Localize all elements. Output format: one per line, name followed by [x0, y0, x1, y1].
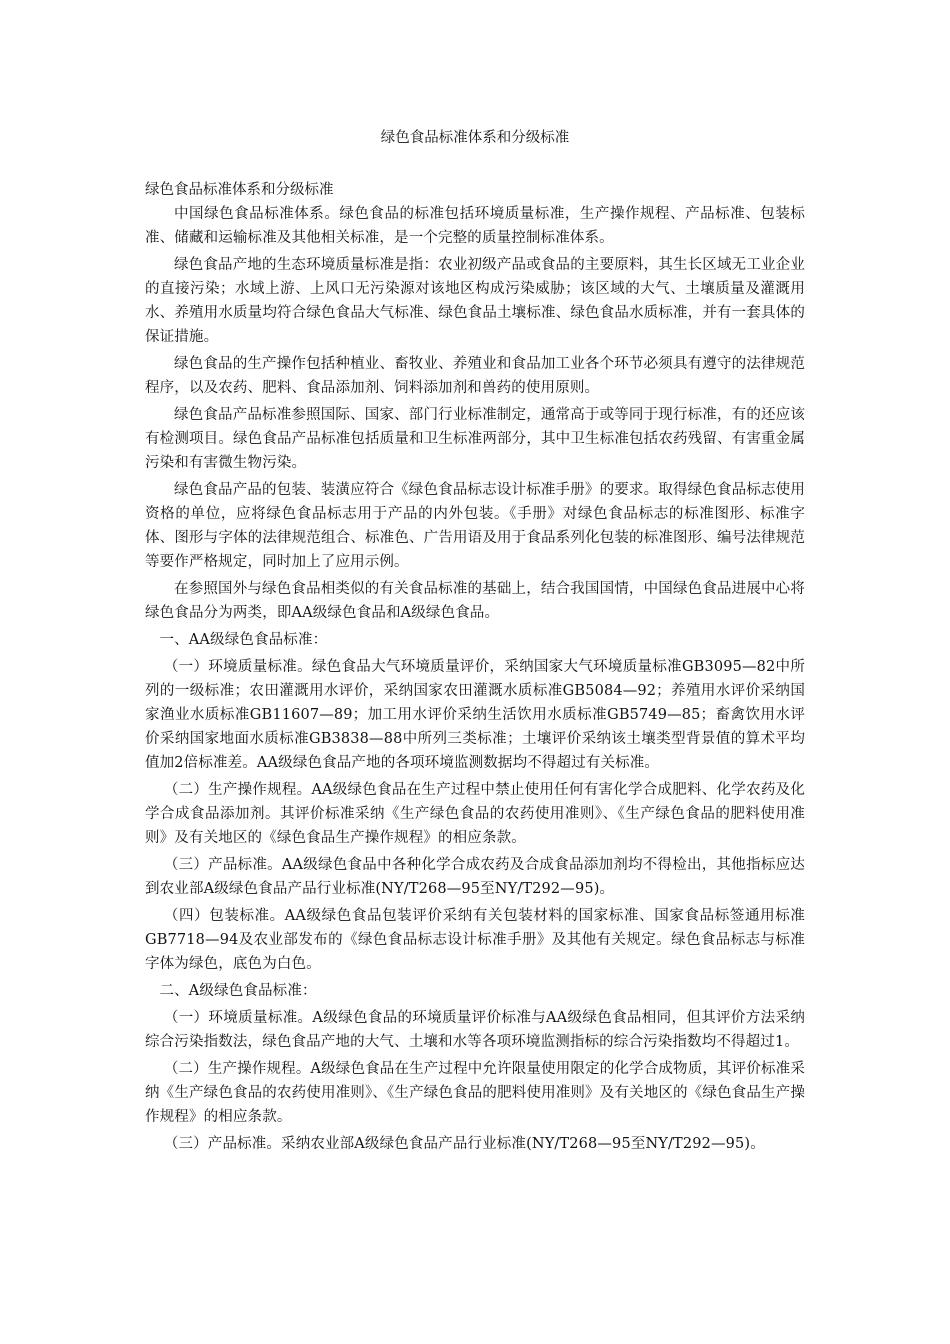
a-item-production: （二）生产操作规程。A级绿色食品在生产过程中允许限量使用限定的化学合成物质，其评价标准采纳《生产绿色食品的农药使用准则》、《生产绿色食品的肥料使用准则》及有关地区的《绿色食品生产操作规程》的相应条款。: [145, 1061, 805, 1125]
paragraph-packaging: 绿色食品产品的包装、装潢应符合《绿色食品标志设计标准手册》的要求。取得绿色食品标志使用资格的单位，应将绿色食品标志用于产品的内外包装。《手册》对绿色食品标志的标准图形、标准字体、图形与字体的法律规范组合、标准色、广告用语及用于食品系列化包装的标准图形、编号法律规范等要作严格规定，同时加上了应用示例。: [145, 482, 805, 570]
document-subtitle: 绿色食品标准体系和分级标准: [145, 182, 334, 198]
aa-item-environment: （一）环境质量标准。绿色食品大气环境质量评价，采纳国家大气环境质量标准GB3095—82中所列的一级标准；农田灌溉用水评价，采纳国家农田灌溉水质标准GB5084—92；养殖用水评价采纳国家渔业水质标准GB11607—89；加工用水评价采纳生活饮用水质标准GB5749—85；畜禽饮用水评价采纳国家地面水质标准GB3838—88中所列三类标准；土壤评价采纳该土壤类型背景值的算术平均值加2倍标准差。AA级绿色食品产地的各项环境监测数据均不得超过有关标准。: [145, 659, 805, 771]
paragraph-production-operation: 绿色食品的生产操作包括种植业、畜牧业、养殖业和食品加工业各个环节必须具有遵守的法律规范程序，以及农药、肥料、食品添加剂、饲料添加剂和兽药的使用原则。: [145, 356, 805, 396]
section-heading-aa: 一、AA级绿色食品标准：: [159, 632, 328, 648]
paragraph-classification: 在参照国外与绿色食品相类似的有关食品标准的基础上，结合我国国情，中国绿色食品进展中心将绿色食品分为两类，即AA级绿色食品和A级绿色食品。: [145, 581, 805, 621]
paragraph-environment-standard: 绿色食品产地的生态环境质量标准是指：农业初级产品或食品的主要原料，其生长区域无工业企业的直接污染；水域上游、上风口无污染源对该地区构成污染威胁；该区域的大气、土壤质量及灌溉用水、养殖用水质量均符合绿色食品大气标准、绿色食品土壤标准、绿色食品水质标准，并有一套具体的保证措施。: [145, 257, 805, 345]
aa-item-product: （三）产品标准。AA级绿色食品中各种化学合成农药及合成食品添加剂均不得检出，其他指标应达到农业部A级绿色食品产品行业标准(NY/T268—95至NY/T292—95)。: [145, 857, 805, 897]
aa-item-packaging: （四）包装标准。AA级绿色食品包装评价采纳有关包装材料的国家标准、国家食品标签通用标准GB7718—94及农业部发布的《绿色食品标志设计标准手册》及其他有关规定。绿色食品标志与标准字体为绿色，底色为白色。: [145, 908, 805, 972]
aa-item-production: （二）生产操作规程。AA级绿色食品在生产过程中禁止使用任何有害化学合成肥料、化学农药及化学合成食品添加剂。其评价标准采纳《生产绿色食品的农药使用准则》、《生产绿色食品的肥料使用准则》及有关地区的《绿色食品生产操作规程》的相应条款。: [145, 782, 805, 846]
section-heading-a: 二、A级绿色食品标准：: [159, 983, 317, 999]
document-title: 绿色食品标准体系和分级标准: [380, 130, 570, 146]
paragraph-product-standard: 绿色食品产品标准参照国际、国家、部门行业标准制定，通常高于或等同于现行标准，有的还应该有检测项目。绿色食品产品标准包括质量和卫生标准两部分，其中卫生标准包括农药残留、有害重金属污染和有害微生物污染。: [145, 407, 805, 471]
paragraph-standard-system: 中国绿色食品标准体系。绿色食品的标准包括环境质量标准，生产操作规程、产品标准、包装标准、储藏和运输标准及其他相关标准，是一个完整的质量控制标准体系。: [145, 206, 805, 246]
a-item-product: （三）产品标准。采纳农业部A级绿色食品产品行业标准(NY/T268—95至NY/T292—95)。: [163, 1136, 765, 1152]
document-page: [145, 124, 805, 1159]
a-item-environment: （一）环境质量标准。A级绿色食品的环境质量评价标准与AA级绿色食品相同，但其评价方法采纳综合污染指数法，绿色食品产地的大气、土壤和水等各项环境监测指标的综合污染指数均不得超过1。: [145, 1010, 805, 1050]
